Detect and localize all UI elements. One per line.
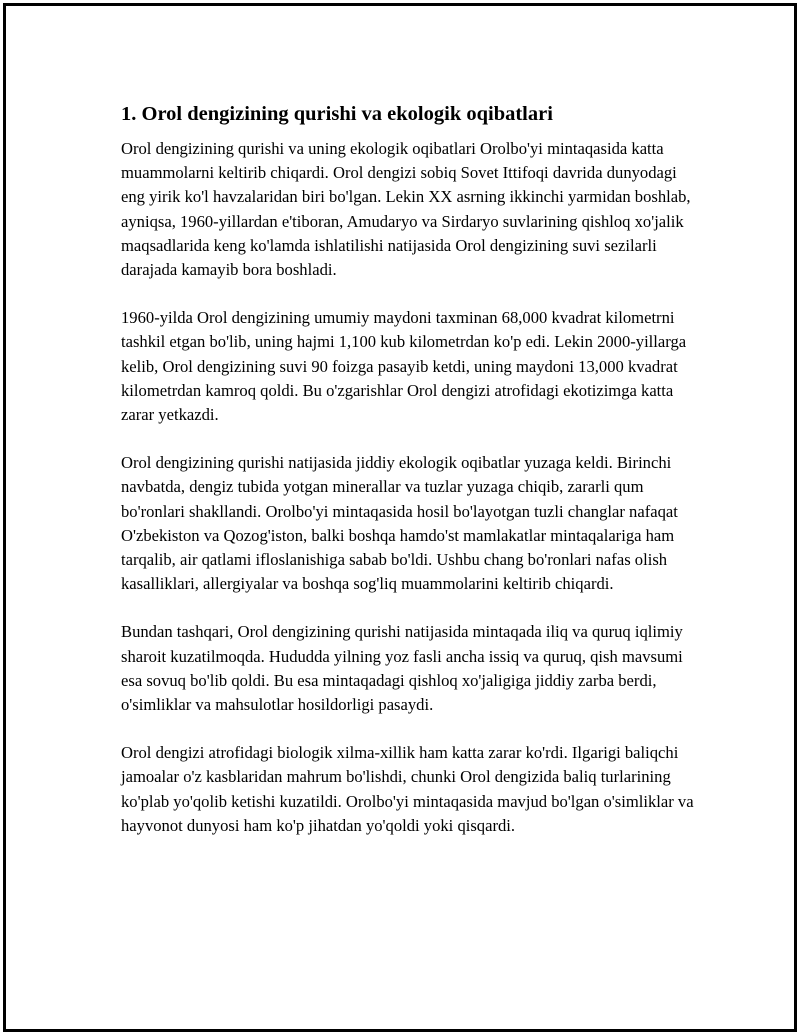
paragraph-1: Orol dengizining qurishi va uning ekologik oqibatlari Orolbo'yi mintaqasida katta muammolarni keltirib chiqardi. Orol dengizi sobiq Sovet Ittifoqi davrida dunyodagi eng yirik ko'l havzalaridan biri bo'lgan. Lekin XX asrning ikkinchi yarmidan boshlab, ayniqsa, 1960-yillardan e'tiboran, Amudaryo va Sirdaryo suvlarining qishloq xo'jalik maqsadlarida keng ko'lamda ishlatilishi natijasida Orol dengizining suvi sezilarli darajada kamayib bora boshladi. <box>121 139 691 280</box>
paragraph-2: 1960-yilda Orol dengizining umumiy maydoni taxminan 68,000 kvadrat kilometrni tashkil etgan bo'lib, uning hajmi 1,100 kub kilometrdan ko'p edi. Lekin 2000-yillarga kelib, Orol dengizining suvi 90 foizga pasayib ketdi, uning maydoni 13,000 kvadrat kilometrdan kamroq qoldi. Bu o'zgarishlar Orol dengizi atrofidagi ekotizimga katta zarar yetkazdi. <box>121 308 687 425</box>
paragraph-3: Orol dengizining qurishi natijasida jiddiy ekologik oqibatlar yuzaga keldi. Birinchi navbatda, dengiz tubida yotgan minerallar va tuzlar yuzaga chiqib, zararli qum bo'ronlari shakllandi. Orolbo'yi mintaqasida hosil bo'layotgan tuzli changlar nafaqat O'zbekiston va Qozog'iston, balki boshqa hamdo'st mamlakatlar mintaqalariga ham tarqalib, air qatlami ifloslanishiga sabab bo'ldi. Ushbu chang bo'ronlari nafas olish kasalliklari, allergiyalar va boshqa sog'liq muammolarini keltirib chiqardi. <box>121 453 678 594</box>
paragraph-5: Orol dengizi atrofidagi biologik xilma-xillik ham katta zarar ko'rdi. Ilgarigi baliqchi jamoalar o'z kasblaridan mahrum bo'lishdi, chunki Orol dengizida baliq turlarining ko'plab yo'qolib ketishi kuzatildi. Orolbo'yi mintaqasida mavjud bo'lgan o'simliklar va hayvonot dunyosi ham ko'p jihatdan yo'qoldi yoki qisqardi. <box>121 743 694 835</box>
document-body <box>121 101 696 862</box>
paragraph-4: Bundan tashqari, Orol dengizining qurishi natijasida mintaqada iliq va quruq iqlimiy sharoit kuzatilmoqda. Hududda yilning yoz fasli ancha issiq va quruq, qish mavsumi esa sovuq bo'lib qoldi. Bu esa mintaqadagi qishloq xo'jaligiga jiddiy zarba berdi, o'simliklar va mahsulotlar hosildorligi pasaydi. <box>121 622 683 715</box>
section-heading: 1. Orol dengizining qurishi va ekologik oqibatlari <box>121 103 553 125</box>
page-frame <box>3 3 797 1032</box>
